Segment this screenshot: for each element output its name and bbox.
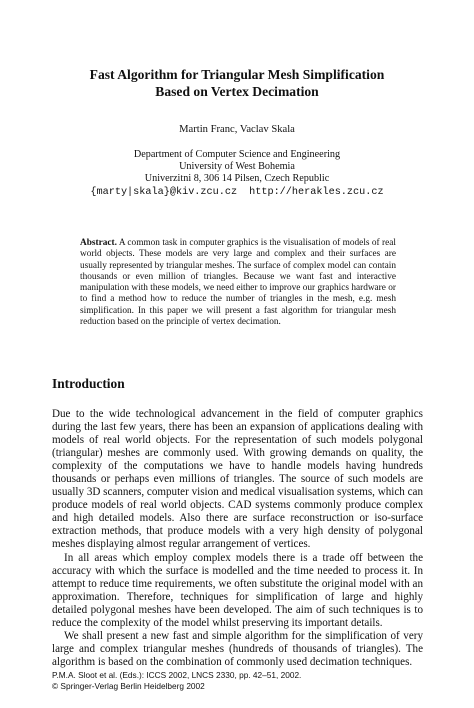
affiliation-contact xyxy=(0,186,474,199)
author-email[interactable]: {marty|skala}@kiv.zcu.cz xyxy=(90,186,238,198)
affiliation-block xyxy=(0,149,474,199)
abstract-text: A common task in computer graphics is the visualisation of models of real world objects. These models are very large and complex and their surfaces are usually represented by triangular meshes. The surface of complex model can contain thousands or even million of triangles. Because we want fast and interactive manipulation with these models, we need either to improve our graphics hardware or to find a method how to reduce the number of triangles in the mesh, e.g. mesh simplification. In this paper we will present a fast algorithm for triangular mesh reduction based on the principle of vertex decimation. xyxy=(80,238,396,328)
section-heading: Introduction xyxy=(52,376,125,391)
affiliation-department: Department of Computer Science and Engineering xyxy=(133,149,341,160)
title-line-2: Based on Vertex Decimation xyxy=(155,84,319,99)
paper-title xyxy=(0,66,474,100)
title-line-1: Fast Algorithm for Triangular Mesh Simplification xyxy=(89,67,385,82)
page-footer xyxy=(52,670,301,692)
author-list: Martin Franc, Vaclav Skala xyxy=(179,124,295,135)
body-text xyxy=(52,408,423,669)
paragraph-3: We shall present a new fast and simple algorithm for the simplification of very large and complex triangular meshes (hundreds of thousands of triangles). The algorithm is based on the combination of commonly used decimation techniques. xyxy=(52,629,423,668)
affiliation-university: University of West Bohemia xyxy=(179,161,295,173)
copyright-line: © Springer-Verlag Berlin Heidelberg 2002 xyxy=(52,681,205,692)
citation-line: P.M.A. Sloot et al. (Eds.): ICCS 2002, LNCS 2330, pp. 42–51, 2002. xyxy=(52,670,302,680)
paragraph-1: Due to the wide technological advancement in the field of computer graphics during the last few years, there has been an expansion of applications dealing with models of real world objects. For the representation of such models polygonal (triangular) meshes are commonly used. With growing demands on quality, the complexity of the computations we have to handle models having hundreds thousands or perhaps even millions of triangles. The source of such models are usually 3D scanners, computer vision and medical visualisation systems, which can produce models of real world objects. CAD systems commonly produce complex and high detailed models. Also there are surface reconstruction or iso-surface extraction methods, that produce models with a very high density of polygonal meshes displaying almost regular arrangement of vertices. xyxy=(52,408,423,551)
author-url[interactable]: http://herakles.zcu.cz xyxy=(249,186,384,198)
affiliation-address: Univerzitni 8, 306 14 Pilsen, Czech Republic xyxy=(144,173,330,185)
abstract-label: Abstract. xyxy=(80,238,117,248)
abstract xyxy=(80,238,396,328)
paragraph-2: In all areas which employ complex models there is a trade off between the accuracy with which the surface is modelled and the time needed to process it. In attempt to reduce time requirements, we often substitute the original model with an approximation. Therefore, techniques for simplification of large and highly detailed polygonal meshes have been developed. The aim of such techniques is to reduce the complexity of the model whilst preserving its important details. xyxy=(52,551,423,629)
